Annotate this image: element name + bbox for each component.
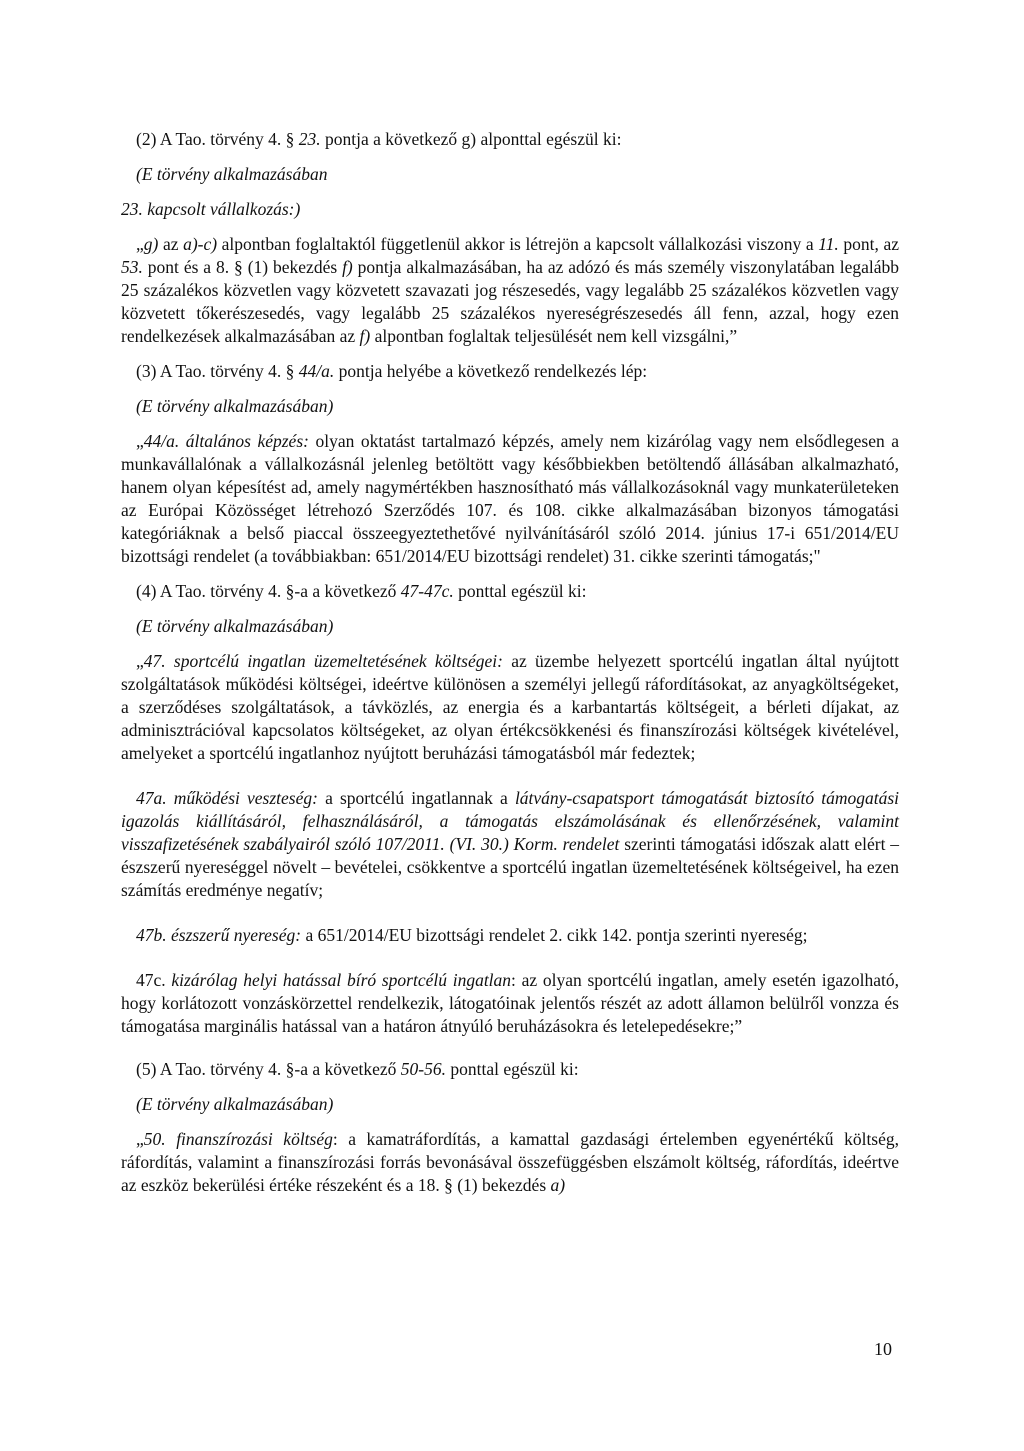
quote-47b: 47b. észszerű nyereség: a 651/2014/EU bizottsági rendelet 2. cikk 142. pontja szerinti nyereség;: [136, 925, 808, 945]
quote-47: „47. sportcélú ingatlan üzemeltetésének költségei: az üzembe helyezett sportcélú ingatlan által nyújtott szolgáltatások működési költségei, ideértve különösen a személyi jellegű ráfordításokat, az anyagköltségeket, a szerződéses szolgáltatások, a távközlés, az energia és a karbantartás költségeit, a bérleti díjakat, az adminisztrációval kapcsolatos költségeket, az olyan értékcsökkenési és finanszírozási költségek kivételével, amelyeket a sportcélú ingatlanhoz nyújtott beruházási támogatásból már fedeztek;: [121, 651, 899, 763]
paragraph-3: (3) A Tao. törvény 4. § 44/a. pontja helyébe a következő rendelkezés lép:: [136, 361, 648, 381]
page-body: [121, 128, 899, 1209]
paragraph-5: (5) A Tao. törvény 4. §-a a következő 50-56. ponttal egészül ki:: [136, 1059, 579, 1079]
heading-context-2: (E törvény alkalmazásában): [136, 396, 334, 416]
quote-44a: „44/a. általános képzés: olyan oktatást tartalmazó képzés, amely nem kizárólag vagy nem elsődlegesen a munkavállalónak a vállalkozásnál jelenleg betöltött vagy későbbiekben betöltendő állásában alkalmazható, hanem olyan képesítést ad, amely nagymértékben hasznosítható más vállalkozásoknál vagy munkaterületeken az Európai Közösséget létrehozó Szerződés 107. és 108. cikke alkalmazásában bizonyos támogatási kategóriáknak a belső piaccal összeegyeztethetővé nyilvánításáról szóló 2014. június 17-i 651/2014/EU bizottsági rendelet (a továbbiakban: 651/2014/EU bizottsági rendelet) 31. cikke szerinti támogatás;": [121, 431, 899, 566]
paragraph-2: (2) A Tao. törvény 4. § 23. pontja a következő g) alponttal egészül ki:: [136, 129, 622, 149]
heading-context: (E törvény alkalmazásában: [136, 164, 328, 184]
quote-47a: 47a. működési veszteség: a sportcélú ingatlannak a látvány-csapatsport támogatását biztosító támogatási igazolás kiállításáról, felhasználásáról, a támogatás elszámolásának és ellenőrzésének, valamint visszafizetésének szabályairól szóló 107/2011. (VI. 30.) Korm. rendelet szerinti támogatási időszak alatt elért – észszerű nyereséggel növelt – bevételei, csökkentve a sportcélú ingatlan üzemeltetésének költségeivel, ha ezen számítás eredménye negatív;: [121, 788, 899, 900]
quote-50: „50. finanszírozási költség: a kamatráfordítás, a kamattal gazdasági értelemben egyenértékű költség, ráfordítás, valamint a finanszírozási forrás bevonásával összefüggésben elszámolt költség, ráfordítás, ideértve az eszköz bekerülési értéke részeként és a 18. § (1) bekezdés a): [121, 1129, 900, 1195]
quote-47c: 47c. kizárólag helyi hatással bíró sportcélú ingatlan: az olyan sportcélú ingatlan, amely esetén igazolható, hogy korlátozott vonzáskörzettel rendelkezik, látogatóinak jelentős részét az adott államon belülről vonzza és támogatása marginális hatással van a határon átnyúló beruházásokra és letelepedésekre;”: [121, 970, 899, 1036]
page-number: 10: [874, 1339, 892, 1359]
quote-g: „g) az a)-c) alpontban foglaltaktól függetlenül akkor is létrejön a kapcsolt vállalkozási viszony a 11. pont, az 53. pont és a 8. § (1) bekezdés f) pontja alkalmazásában, ha az adózó és más személy viszonylatában legalább 25 százalékos közvetlen vagy közvetett szavazati jog részesedés, vagy legalább 25 százalékos közvetlen vagy közvetett tőkerészesedés, vagy legalább 25 százalékos nyereségrészesedés áll fenn, azzal, hogy ezen rendelkezések alkalmazásában az f) alpontban foglaltak teljesülését nem kell vizsgálni,”: [121, 234, 899, 346]
heading-context-4: (E törvény alkalmazásában): [136, 1094, 334, 1114]
paragraph-4: (4) A Tao. törvény 4. §-a a következő 47-47c. ponttal egészül ki:: [136, 581, 587, 601]
heading-context-3: (E törvény alkalmazásában): [136, 616, 334, 636]
heading-subpoint: 23. kapcsolt vállalkozás:): [121, 199, 301, 219]
